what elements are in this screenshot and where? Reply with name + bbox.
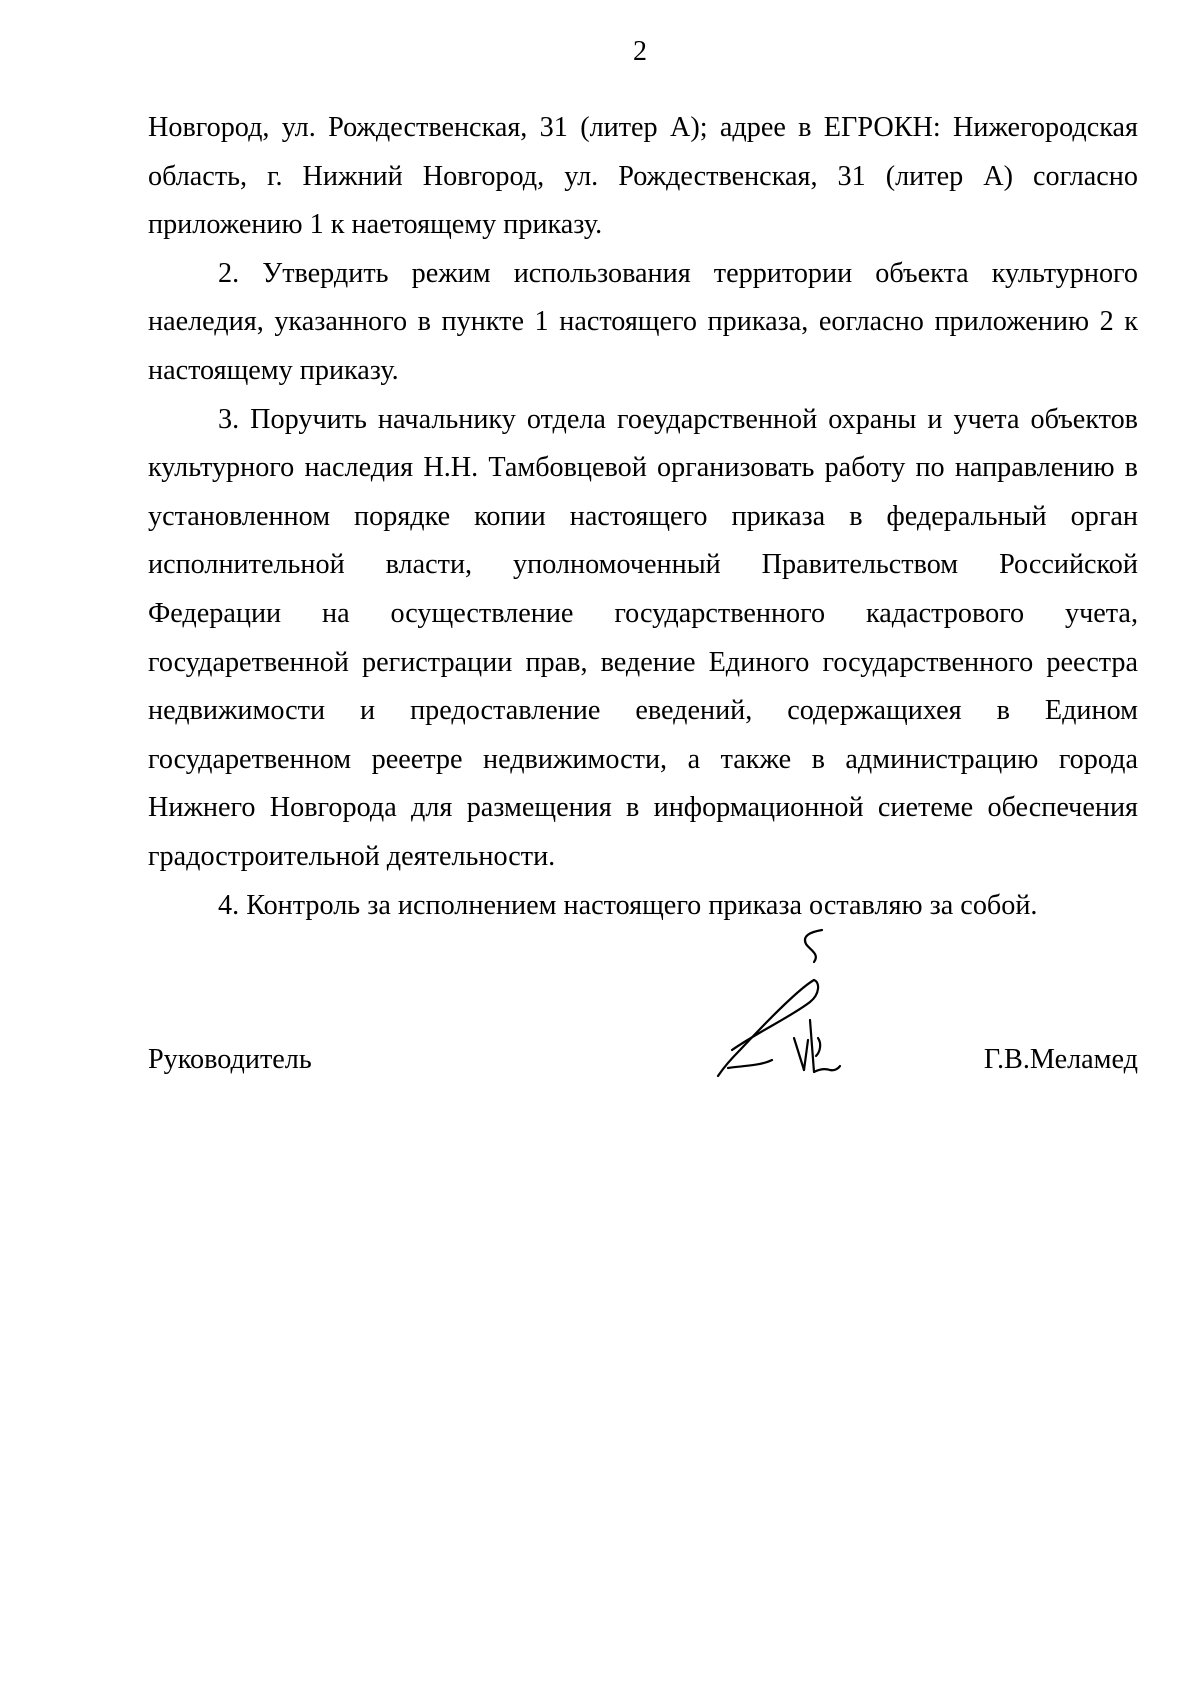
text-line: приложению 1 к наетоящему приказу. (148, 209, 603, 241)
text-line: Нижнего Новгорода для размещения в информационной сиетеме обеспечения (148, 792, 1138, 824)
text-line: градостроительной деятельности. (148, 840, 556, 872)
text-line: Новгород, ул. Рождественская, 31 (литер А); адрее в ЕГРОКН: Нижегородская (148, 112, 1138, 143)
signer-title: Руководитель (148, 1044, 312, 1075)
text-line: 4. Контроль за исполнением настоящего приказа оставляю за собой. (218, 889, 1038, 921)
text-line: 3. Поручить начальнику отдела гоеударственной охраны и учета объектов (218, 403, 1138, 435)
text-line: наеледия, указанного в пункте 1 настоящего приказа, еогласно приложению 2 к (148, 306, 1138, 338)
text-line: Федерации на осуществление государственного кадастрового учета, (148, 597, 1138, 629)
handwritten-signature (710, 920, 860, 1090)
text-line: государетвенной регистрации прав, ведение Единого государственного реестра (148, 646, 1138, 678)
signer-name: Г.В.Меламед (983, 1044, 1138, 1075)
text-line: недвижимости и предоставление еведений, содержащихея в Едином (148, 695, 1138, 727)
text-line: культурного наследия Н.Н. Тамбовцевой организовать работу по направлению в (148, 452, 1138, 484)
page-number: 2 (633, 36, 647, 67)
text-line: исполнительной власти, уполномоченный Правительством Российской (148, 549, 1138, 581)
signature-block (148, 1030, 1138, 1110)
text-line: государетвенном рееетре недвижимости, а также в администрацию города (148, 743, 1138, 775)
text-line: установленном порядке копии настоящего приказа в федеральный орган (148, 500, 1138, 532)
text-line: область, г. Нижний Новгород, ул. Рождественская, 31 (литер А) согласно (148, 160, 1138, 192)
text-line: 2. Утвердить режим использования территории объекта культурного (218, 257, 1138, 289)
document-body (148, 104, 1138, 930)
text-line: настоящему приказу. (148, 354, 399, 386)
